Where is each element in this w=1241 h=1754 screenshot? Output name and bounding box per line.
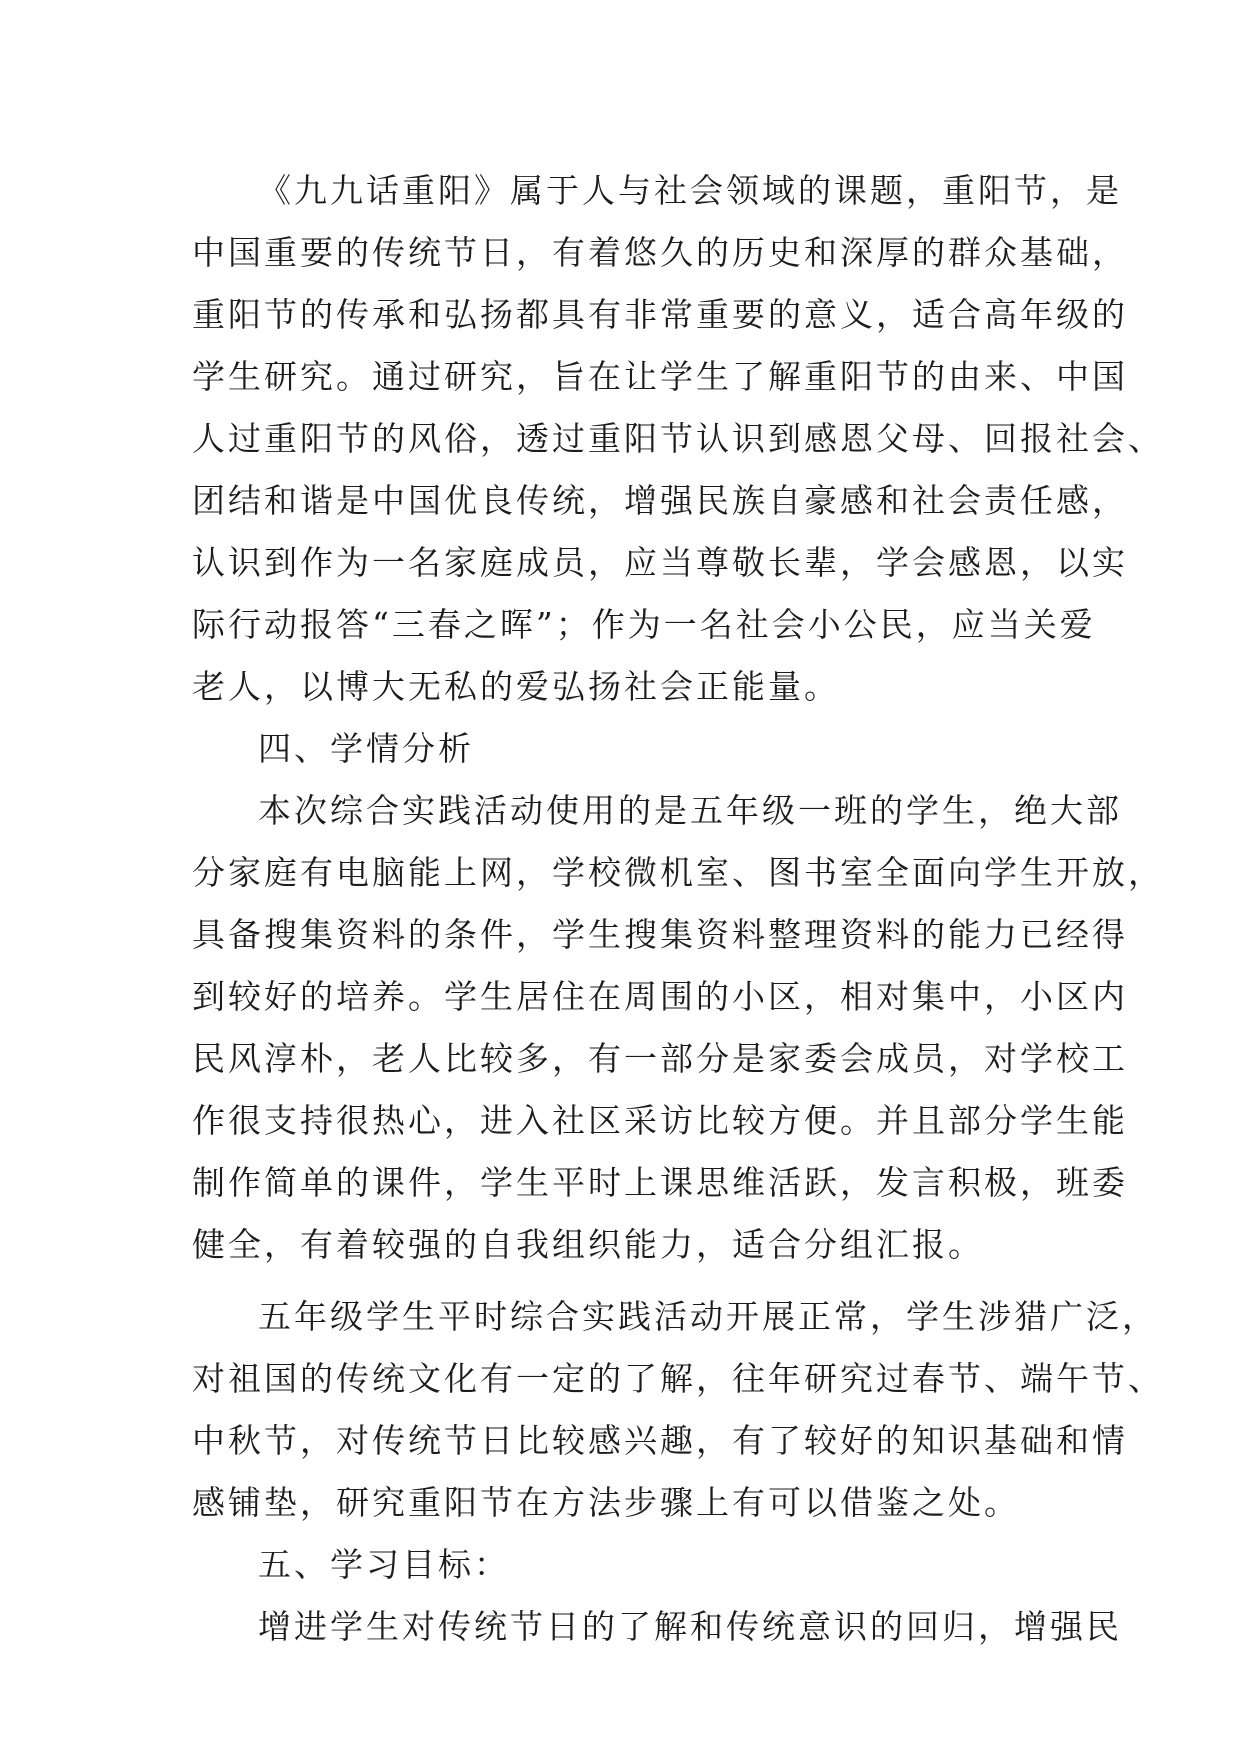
heading-text: 四、学情分析 (258, 729, 474, 768)
section-heading-student-analysis (192, 718, 1052, 780)
text-line: 人过重阳节的风俗，透过重阳节认识到感恩父母、回报社会、 (192, 419, 1164, 458)
text-line: 认识到作为一名家庭成员，应当尊敬长辈，学会感恩，以实 (192, 543, 1128, 582)
text-line: 中秋节，对传统节日比较感兴趣，有了较好的知识基础和情 (192, 1421, 1128, 1460)
section-heading-learning-goals (192, 1534, 1052, 1596)
text-line: 民风淳朴，老人比较多，有一部分是家委会成员，对学校工 (192, 1039, 1128, 1078)
text-line: 到较好的培养。学生居住在周围的小区，相对集中，小区内 (192, 977, 1128, 1016)
paragraph-spacer (192, 1276, 1052, 1286)
text-line: 老人，以博大无私的爱弘扬社会正能量。 (192, 667, 840, 706)
paragraph-student-analysis (192, 780, 1164, 1276)
document-body (192, 160, 1164, 1658)
text-line: 五年级学生平时综合实践活动开展正常，学生涉猎广泛， (258, 1297, 1158, 1336)
text-line: 对祖国的传统文化有一定的了解，往年研究过春节、端午节、 (192, 1359, 1164, 1398)
text-line: 学生研究。通过研究，旨在让学生了解重阳节的由来、中国 (192, 357, 1128, 396)
text-line: 具备搜集资料的条件，学生搜集资料整理资料的能力已经得 (192, 915, 1128, 954)
paragraph-learning-goals (192, 1596, 1122, 1658)
heading-text: 五、学习目标： (258, 1545, 510, 1584)
text-line: 中国重要的传统节日，有着悠久的历史和深厚的群众基础， (192, 233, 1128, 272)
text-line: 重阳节的传承和弘扬都具有非常重要的意义，适合高年级的 (192, 295, 1128, 334)
text-line: 感铺垫，研究重阳节在方法步骤上有可以借鉴之处。 (192, 1483, 1020, 1522)
text-line: 分家庭有电脑能上网，学校微机室、图书室全面向学生开放， (192, 853, 1164, 892)
text-line: 《九九话重阳》属于人与社会领域的课题，重阳节，是 (258, 171, 1122, 210)
text-line: 本次综合实践活动使用的是五年级一班的学生，绝大部 (258, 791, 1122, 830)
text-line: 增进学生对传统节日的了解和传统意识的回归，增强民 (258, 1607, 1122, 1646)
text-line: 制作简单的课件，学生平时上课思维活跃，发言积极，班委 (192, 1163, 1128, 1202)
paragraph-grade-five-background (192, 1286, 1164, 1534)
text-line: 际行动报答“三春之晖”；作为一名社会小公民，应当关爱 (192, 605, 1096, 644)
text-line: 健全，有着较强的自我组织能力，适合分组汇报。 (192, 1225, 984, 1264)
text-line: 团结和谐是中国优良传统，增强民族自豪感和社会责任感， (192, 481, 1128, 520)
text-line: 作很支持很热心，进入社区采访比较方便。并且部分学生能 (192, 1101, 1128, 1140)
paragraph-topic-description (192, 160, 1164, 718)
